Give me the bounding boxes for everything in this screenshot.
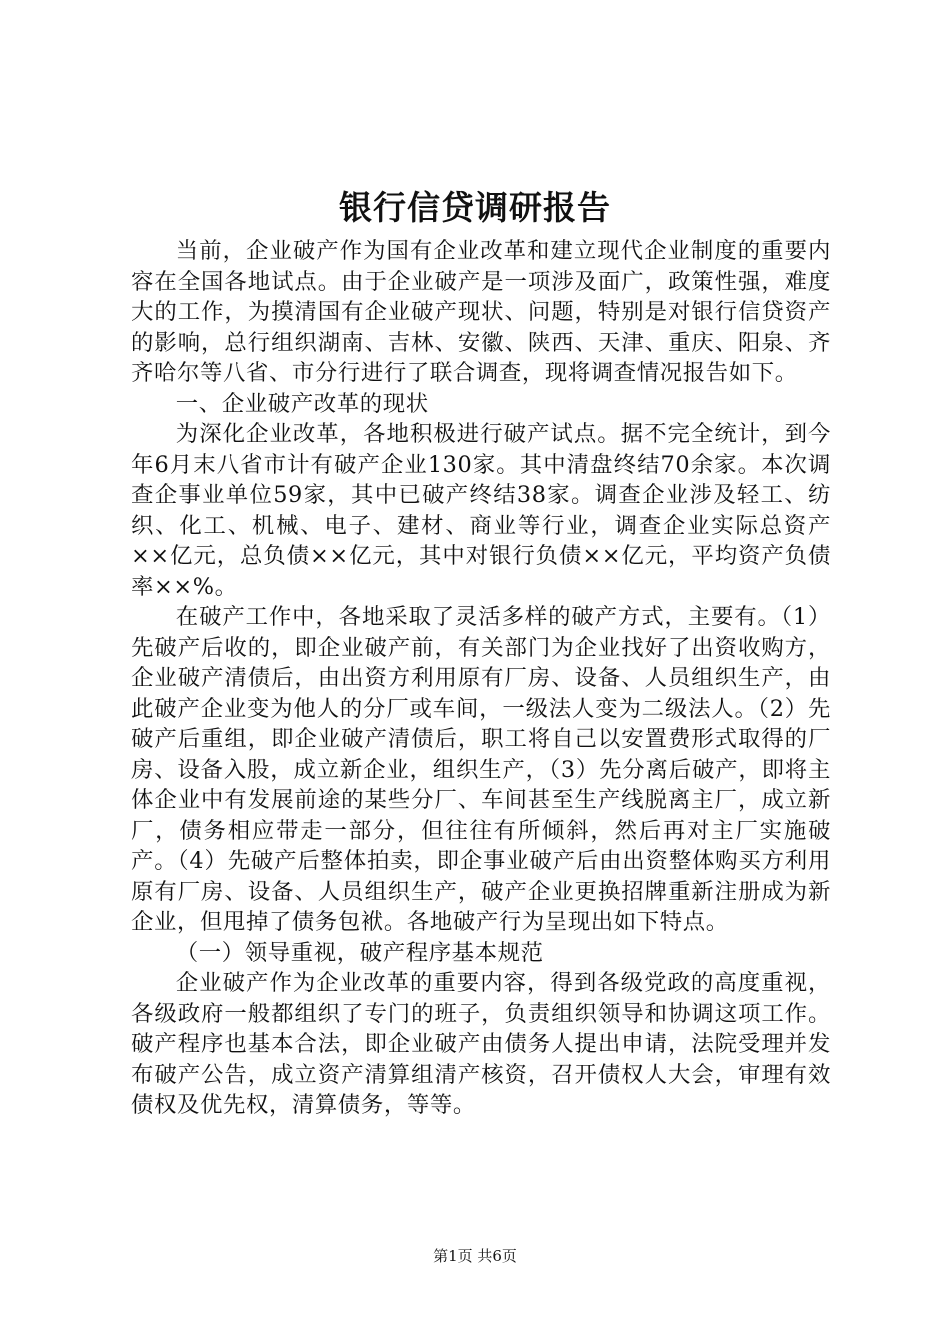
document-body — [131, 236, 831, 1121]
paragraph-intro: 当前，企业破产作为国有企业改革和建立现代企业制度的重要内容在全国各地试点。由于企业破产是一项涉及面广，政策性强，难度大的工作，为摸清国有企业破产现状、问题，特别是对银行信贷资产的影响，总行组织湖南、吉林、安徽、陕西、天津、重庆、阳泉、齐齐哈尔等八省、市分行进行了联合调查，现将调查情况报告如下。 — [131, 238, 831, 386]
section-heading-1: 一、企业破产改革的现状 — [175, 390, 429, 417]
document-title: 银行信贷调研报告 — [339, 188, 611, 227]
page-footer: 第1页 共6页 — [433, 1247, 517, 1265]
paragraph-leadership: 企业破产作为企业改革的重要内容，得到各级党政的高度重视，各级政府一般都组织了专门的班子，负责组织领导和协调这项工作。破产程序也基本合法，即企业破产由债务人提出申请，法院受理并发布破产公告，成立资产清算组清产核资，召开债权人大会，审理有效债权及优先权，清算债务，等等。 — [131, 970, 831, 1118]
paragraph-status: 为深化企业改革，各地积极进行破产试点。据不完全统计，到今年6月末八省市计有破产企业130家。其中清盘终结70余家。本次调查企事业单位59家，其中已破产终结38家。调查企业涉及轻工、纺织、化工、机械、电子、建材、商业等行业，调查企业实际总资产××亿元，总负债××亿元，其中对银行负债××亿元，平均资产负债率××%。 — [131, 421, 831, 600]
paragraph-methods: 在破产工作中，各地采取了灵活多样的破产方式，主要有。（1）先破产后收的，即企业破产前，有关部门为企业找好了出资收购方，企业破产清债后，由出资方利用原有厂房、设备、人员组织生产，由此破产企业变为他人的分厂或车间，一级法人变为二级法人。（2）先破产后重组，即企业破产清债后，职工将自己以安置费形式取得的厂房、设备入股，成立新企业，组织生产，（3）先分离后破产，即将主体企业中有发展前途的某些分厂、车间甚至生产线脱离主厂，成立新厂，债务相应带走一部分，但往往有所倾斜，然后再对主厂实施破产。（4）先破产后整体拍卖，即企事业破产后由出资整体购买方利用原有厂房、设备、人员组织生产，破产企业更换招牌重新注册成为新企业，但甩掉了债务包袱。各地破产行为呈现出如下特点。 — [131, 604, 831, 935]
subsection-heading-1: （一）领导重视，破产程序基本规范 — [175, 939, 544, 966]
